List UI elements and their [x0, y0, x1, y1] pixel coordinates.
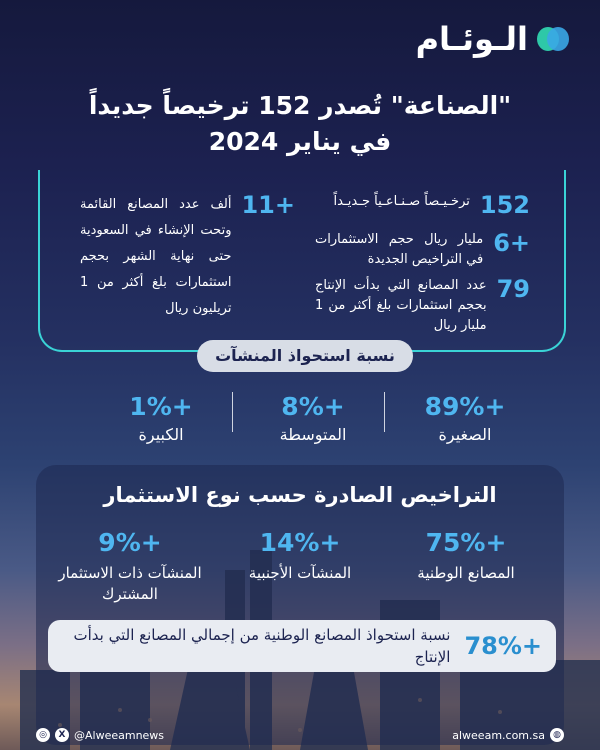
investment-label: المنشآت الأجنبية — [248, 564, 352, 582]
social-links — [36, 728, 164, 742]
investment-national — [386, 528, 546, 584]
national-share-highlight — [48, 620, 556, 672]
stat-number: 79 — [496, 275, 530, 303]
stat-investment — [315, 230, 530, 270]
stat-licenses — [315, 192, 530, 218]
share-label: المتوسطة — [279, 425, 347, 444]
stat-number: +6 — [493, 229, 530, 257]
share-large — [86, 392, 236, 444]
investment-label: المنشآت ذات الاستثمار المشترك — [58, 564, 202, 603]
title-line-2: في يناير 2024 — [208, 127, 392, 156]
stat-existing-factories — [80, 192, 295, 322]
logo-mark-icon — [536, 25, 570, 53]
stat-text: ترخـيـصاً صـنـاعـياً جـديـداً — [333, 194, 470, 209]
title-line-1: "الصناعة" تُصدر 152 ترخيصاً جديداً — [88, 91, 512, 120]
website-url[interactable]: alweeam.com.sa — [452, 728, 545, 742]
footer — [0, 720, 600, 742]
stat-started-factories — [315, 276, 530, 336]
shares-section-title: نسبة استحواذ المنشآت — [197, 340, 413, 372]
brand-logo — [416, 20, 570, 58]
share-number: +8% — [281, 392, 345, 421]
investment-number: +9% — [98, 528, 162, 557]
globe-icon: ◍ — [550, 728, 564, 742]
investment-foreign — [220, 528, 380, 584]
investment-panel — [36, 465, 564, 745]
share-label: الكبيرة — [138, 425, 184, 444]
stat-number: +11 — [241, 191, 295, 219]
investment-number: +14% — [259, 528, 341, 557]
website-link[interactable] — [452, 728, 564, 742]
investment-label: المصانع الوطنية — [417, 564, 515, 582]
share-medium — [238, 392, 388, 444]
stat-text: عدد المصانع التي بدأت الإنتاج بحجم استثمارات بلغ أكثر من 1 مليار ريال — [315, 278, 487, 333]
instagram-icon[interactable]: ◎ — [36, 728, 50, 742]
page-title — [0, 88, 600, 160]
x-icon[interactable]: X — [55, 728, 69, 742]
social-handle[interactable]: @Alweeamnews — [74, 728, 165, 742]
share-number: +1% — [129, 392, 193, 421]
highlight-number: +78% — [464, 632, 542, 660]
highlight-text: نسبة استحواذ المصانع الوطنية من إجمالي المصانع التي بدأت الإنتاج — [73, 626, 451, 666]
brand-name: الـوئـام — [415, 20, 528, 58]
stat-text: ألف عدد المصانع القائمة وتحت الإنشاء في السعودية حتى نهاية الشهر بحجم استثمارات بلغ أكثر من 1 تريليون ريال — [80, 197, 232, 316]
share-small — [390, 392, 540, 444]
stat-text: مليار ريال حجم الاستثمارات في التراخيص الجديدة — [315, 232, 484, 267]
investment-panel-title: التراخيص الصادرة حسب نوع الاستثمار — [103, 483, 497, 507]
investment-joint — [50, 528, 210, 605]
investment-number: +75% — [425, 528, 507, 557]
stat-number: 152 — [479, 191, 530, 219]
share-label: الصغيرة — [438, 425, 492, 444]
share-number: +89% — [424, 392, 506, 421]
